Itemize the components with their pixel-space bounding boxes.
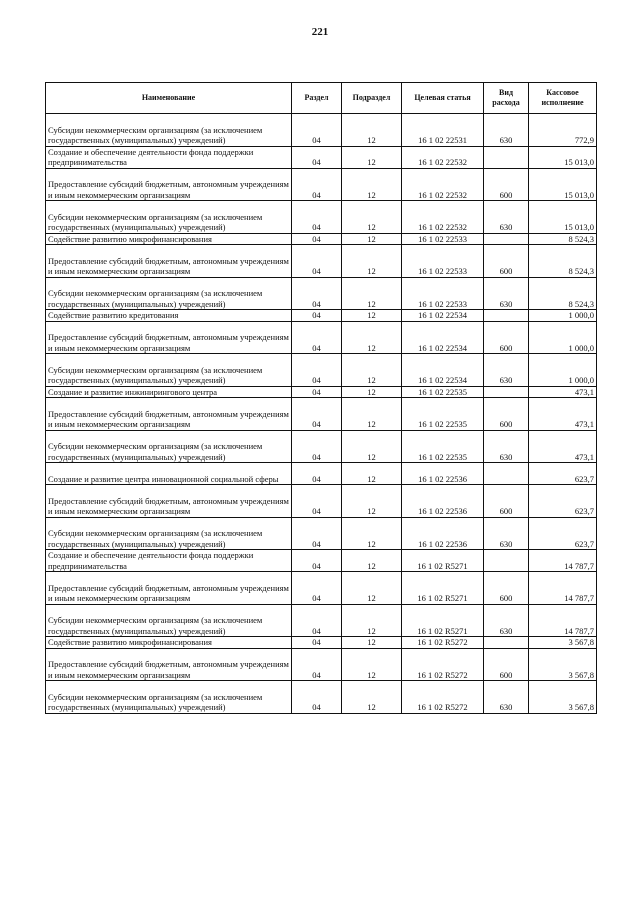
cell-section: 04 (292, 321, 342, 354)
cell-section: 04 (292, 201, 342, 234)
cell-name: Предоставление субсидий бюджетным, автономным учреждениям и иным некоммерческим организациям (46, 485, 292, 518)
cell-name: Предоставление субсидий бюджетным, автономным учреждениям и иным некоммерческим организациям (46, 245, 292, 278)
header-target: Целевая статья (402, 83, 484, 114)
cell-target: 16 1 02 22532 (402, 168, 484, 201)
cell-name: Предоставление субсидий бюджетным, автономным учреждениям и иным некоммерческим организациям (46, 168, 292, 201)
cell-amount: 14 787,7 (529, 550, 597, 572)
cell-amount: 3 567,8 (529, 648, 597, 681)
budget-table (45, 82, 597, 714)
cell-amount: 14 787,7 (529, 604, 597, 637)
cell-expense-type (484, 310, 529, 322)
cell-target: 16 1 02 R5272 (402, 681, 484, 714)
header-subsection: Подраздел (342, 83, 402, 114)
cell-subsection: 12 (342, 245, 402, 278)
cell-amount: 473,1 (529, 398, 597, 431)
table-row (46, 321, 597, 354)
cell-subsection: 12 (342, 146, 402, 168)
cell-subsection: 12 (342, 321, 402, 354)
cell-name: Субсидии некоммерческим организациям (за исключением государственных (муниципальных) учреждений) (46, 681, 292, 714)
table-row (46, 430, 597, 463)
cell-subsection: 12 (342, 681, 402, 714)
cell-amount: 14 787,7 (529, 572, 597, 605)
table-row (46, 550, 597, 572)
cell-section: 04 (292, 517, 342, 550)
cell-subsection: 12 (342, 604, 402, 637)
cell-name: Субсидии некоммерческим организациям (за исключением государственных (муниципальных) учреждений) (46, 277, 292, 310)
cell-name: Субсидии некоммерческим организациям (за исключением государственных (муниципальных) учреждений) (46, 604, 292, 637)
cell-target: 16 1 02 22533 (402, 277, 484, 310)
cell-amount: 1 000,0 (529, 321, 597, 354)
cell-section: 04 (292, 168, 342, 201)
cell-section: 04 (292, 430, 342, 463)
cell-section: 04 (292, 245, 342, 278)
header-section: Раздел (292, 83, 342, 114)
cell-section: 04 (292, 114, 342, 147)
cell-name: Предоставление субсидий бюджетным, автономным учреждениям и иным некоммерческим организациям (46, 648, 292, 681)
cell-target: 16 1 02 22534 (402, 310, 484, 322)
table-row (46, 572, 597, 605)
table-row (46, 604, 597, 637)
cell-amount: 3 567,8 (529, 637, 597, 649)
cell-subsection: 12 (342, 201, 402, 234)
cell-target: 16 1 02 R5271 (402, 550, 484, 572)
cell-expense-type (484, 386, 529, 398)
table-row (46, 146, 597, 168)
cell-section: 04 (292, 648, 342, 681)
cell-expense-type: 600 (484, 245, 529, 278)
cell-amount: 623,7 (529, 517, 597, 550)
cell-expense-type (484, 233, 529, 245)
cell-amount: 15 013,0 (529, 201, 597, 234)
cell-target: 16 1 02 22532 (402, 146, 484, 168)
cell-target: 16 1 02 R5272 (402, 648, 484, 681)
table-row (46, 485, 597, 518)
table-row (46, 648, 597, 681)
cell-name: Создание и развитие центра инновационной социальной сферы (46, 463, 292, 485)
cell-target: 16 1 02 22534 (402, 354, 484, 387)
cell-expense-type: 630 (484, 430, 529, 463)
cell-amount: 8 524,3 (529, 245, 597, 278)
table-header-row (46, 83, 597, 114)
cell-amount: 623,7 (529, 485, 597, 518)
cell-expense-type: 600 (484, 321, 529, 354)
cell-section: 04 (292, 233, 342, 245)
cell-subsection: 12 (342, 386, 402, 398)
cell-target: 16 1 02 R5271 (402, 604, 484, 637)
header-name: Наименование (46, 83, 292, 114)
cell-section: 04 (292, 637, 342, 649)
cell-subsection: 12 (342, 398, 402, 431)
cell-subsection: 12 (342, 550, 402, 572)
cell-amount: 473,1 (529, 430, 597, 463)
cell-section: 04 (292, 485, 342, 518)
cell-name: Субсидии некоммерческим организациям (за исключением государственных (муниципальных) учреждений) (46, 430, 292, 463)
cell-target: 16 1 02 22536 (402, 485, 484, 518)
cell-subsection: 12 (342, 572, 402, 605)
cell-name: Содействие развитию микрофинансирования (46, 233, 292, 245)
cell-amount: 8 524,3 (529, 277, 597, 310)
cell-name: Субсидии некоммерческим организациям (за исключением государственных (муниципальных) учреждений) (46, 201, 292, 234)
cell-expense-type: 600 (484, 485, 529, 518)
cell-amount: 772,9 (529, 114, 597, 147)
cell-subsection: 12 (342, 114, 402, 147)
cell-target: 16 1 02 22532 (402, 201, 484, 234)
cell-target: 16 1 02 22536 (402, 463, 484, 485)
cell-subsection: 12 (342, 485, 402, 518)
header-expense-type: Вид расхода (484, 83, 529, 114)
cell-section: 04 (292, 386, 342, 398)
cell-expense-type: 630 (484, 114, 529, 147)
cell-subsection: 12 (342, 430, 402, 463)
cell-expense-type: 630 (484, 201, 529, 234)
cell-section: 04 (292, 463, 342, 485)
cell-expense-type: 630 (484, 277, 529, 310)
cell-name: Субсидии некоммерческим организациям (за исключением государственных (муниципальных) учреждений) (46, 517, 292, 550)
table-row (46, 354, 597, 387)
cell-subsection: 12 (342, 354, 402, 387)
cell-expense-type: 630 (484, 517, 529, 550)
cell-amount: 473,1 (529, 386, 597, 398)
cell-target: 16 1 02 22533 (402, 233, 484, 245)
cell-section: 04 (292, 572, 342, 605)
cell-expense-type: 630 (484, 604, 529, 637)
cell-amount: 8 524,3 (529, 233, 597, 245)
cell-subsection: 12 (342, 168, 402, 201)
cell-name: Создание и развитие инжинирингового центра (46, 386, 292, 398)
cell-name: Создание и обеспечение деятельности фонда поддержки предпринимательства (46, 550, 292, 572)
table-row (46, 398, 597, 431)
cell-section: 04 (292, 277, 342, 310)
cell-name: Предоставление субсидий бюджетным, автономным учреждениям и иным некоммерческим организациям (46, 398, 292, 431)
cell-target: 16 1 02 22534 (402, 321, 484, 354)
cell-amount: 1 000,0 (529, 310, 597, 322)
cell-target: 16 1 02 22535 (402, 430, 484, 463)
cell-name: Предоставление субсидий бюджетным, автономным учреждениям и иным некоммерческим организациям (46, 321, 292, 354)
cell-target: 16 1 02 R5272 (402, 637, 484, 649)
cell-name: Содействие развитию микрофинансирования (46, 637, 292, 649)
cell-amount: 623,7 (529, 463, 597, 485)
table-row (46, 386, 597, 398)
cell-expense-type: 630 (484, 681, 529, 714)
cell-section: 04 (292, 550, 342, 572)
cell-section: 04 (292, 146, 342, 168)
cell-name: Содействие развитию кредитования (46, 310, 292, 322)
table-row (46, 310, 597, 322)
table-body (46, 114, 597, 714)
cell-amount: 3 567,8 (529, 681, 597, 714)
table-row (46, 637, 597, 649)
cell-subsection: 12 (342, 463, 402, 485)
cell-name: Субсидии некоммерческим организациям (за исключением государственных (муниципальных) учреждений) (46, 354, 292, 387)
table-row (46, 463, 597, 485)
cell-section: 04 (292, 604, 342, 637)
cell-amount: 15 013,0 (529, 168, 597, 201)
table-row (46, 517, 597, 550)
cell-amount: 1 000,0 (529, 354, 597, 387)
table-row (46, 114, 597, 147)
cell-subsection: 12 (342, 517, 402, 550)
cell-subsection: 12 (342, 233, 402, 245)
page-number: 221 (311, 26, 329, 38)
cell-expense-type: 600 (484, 572, 529, 605)
cell-subsection: 12 (342, 648, 402, 681)
table-row (46, 168, 597, 201)
cell-expense-type (484, 463, 529, 485)
cell-expense-type: 630 (484, 354, 529, 387)
cell-section: 04 (292, 398, 342, 431)
cell-target: 16 1 02 22533 (402, 245, 484, 278)
cell-section: 04 (292, 310, 342, 322)
cell-subsection: 12 (342, 310, 402, 322)
table-row (46, 201, 597, 234)
header-amount: Кассовое исполнение (529, 83, 597, 114)
cell-expense-type (484, 550, 529, 572)
cell-expense-type: 600 (484, 398, 529, 431)
cell-target: 16 1 02 22535 (402, 386, 484, 398)
cell-expense-type: 600 (484, 168, 529, 201)
cell-target: 16 1 02 22535 (402, 398, 484, 431)
table-row (46, 245, 597, 278)
cell-amount: 15 013,0 (529, 146, 597, 168)
cell-expense-type: 600 (484, 648, 529, 681)
cell-target: 16 1 02 R5271 (402, 572, 484, 605)
cell-subsection: 12 (342, 637, 402, 649)
cell-section: 04 (292, 354, 342, 387)
cell-expense-type (484, 146, 529, 168)
cell-name: Предоставление субсидий бюджетным, автономным учреждениям и иным некоммерческим организациям (46, 572, 292, 605)
table-row (46, 681, 597, 714)
cell-name: Субсидии некоммерческим организациям (за исключением государственных (муниципальных) учреждений) (46, 114, 292, 147)
cell-expense-type (484, 637, 529, 649)
cell-name: Создание и обеспечение деятельности фонда поддержки предпринимательства (46, 146, 292, 168)
table-row (46, 233, 597, 245)
cell-subsection: 12 (342, 277, 402, 310)
table-row (46, 277, 597, 310)
cell-target: 16 1 02 22536 (402, 517, 484, 550)
cell-section: 04 (292, 681, 342, 714)
cell-target: 16 1 02 22531 (402, 114, 484, 147)
